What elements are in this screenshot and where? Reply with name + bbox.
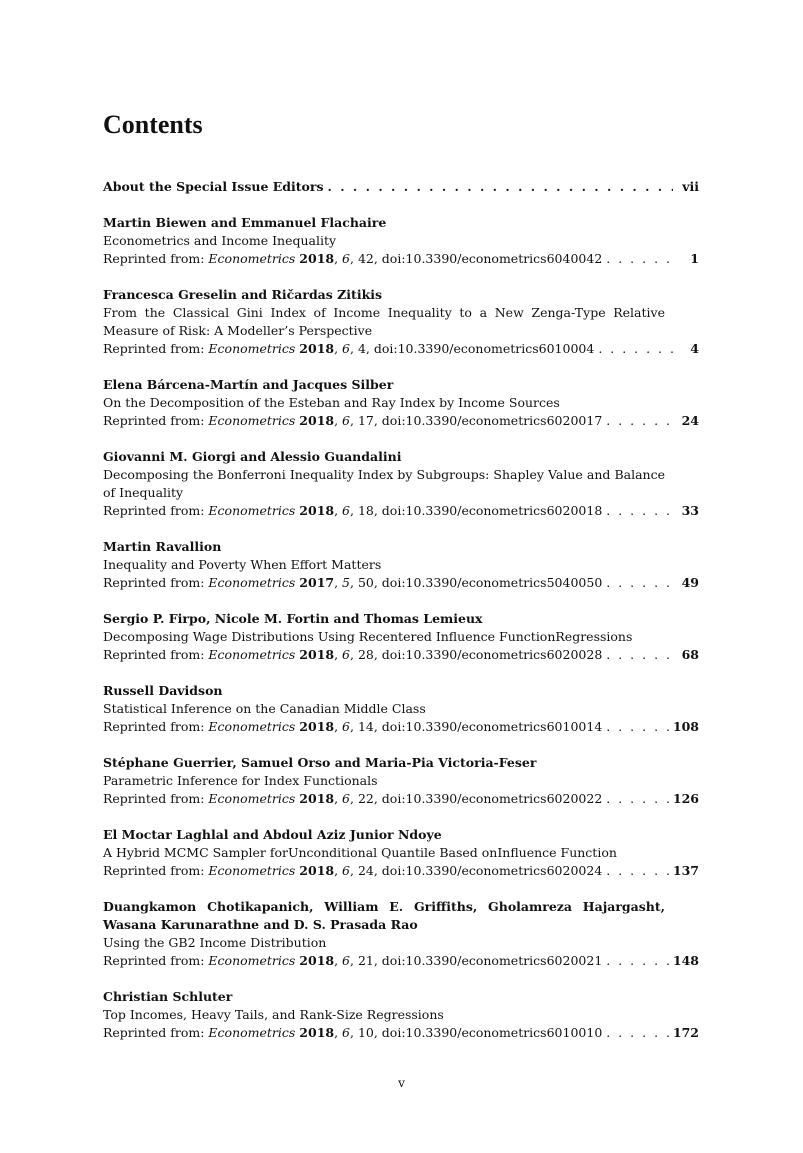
entry-source-line <box>103 952 699 970</box>
entry-source-line <box>103 718 699 736</box>
journal-name: Econometrics <box>208 413 296 428</box>
entry-year: 2018 <box>299 503 335 518</box>
entry-volume: 6 <box>342 413 350 428</box>
reprint-prefix: Reprinted from: <box>103 863 205 878</box>
entry-doi[interactable]: , 10, doi:10.3390/econometrics6010010 <box>350 1025 603 1040</box>
journal-name: Econometrics <box>208 575 296 590</box>
page-number: vii <box>682 179 699 194</box>
entry-volume: 6 <box>342 503 350 518</box>
page-number: 49 <box>681 575 699 590</box>
dot-leader <box>606 790 669 808</box>
entry-volume: 6 <box>342 953 350 968</box>
reprint-prefix: Reprinted from: <box>103 953 205 968</box>
page-number: 68 <box>681 647 699 662</box>
dot-leader <box>598 340 673 358</box>
entry-authors: Martin Ravallion <box>103 539 222 554</box>
page-folio: v <box>398 1076 405 1090</box>
entry-doi[interactable]: , 14, doi:10.3390/econometrics6010014 <box>350 719 603 734</box>
toc-entry[interactable] <box>103 448 699 520</box>
reprint-prefix: Reprinted from: <box>103 341 205 356</box>
entry-doi[interactable]: , 4, doi:10.3390/econometrics6010004 <box>350 341 595 356</box>
journal-name: Econometrics <box>208 647 296 662</box>
entry-source-line <box>103 250 699 268</box>
entry-authors: Sergio P. Firpo, Nicole M. Fortin and Thomas Lemieux <box>103 611 483 626</box>
entry-authors: El Moctar Laghlal and Abdoul Aziz Junior Ndoye <box>103 827 442 842</box>
reprint-prefix: Reprinted from: <box>103 503 205 518</box>
page-number: 1 <box>690 251 699 266</box>
reprint-prefix: Reprinted from: <box>103 791 205 806</box>
reprint-prefix: Reprinted from: <box>103 575 205 590</box>
dot-leader <box>606 250 673 268</box>
entry-authors: Stéphane Guerrier, Samuel Orso and Maria-Pia Victoria-Feser <box>103 755 537 770</box>
entry-authors: Francesca Greselin and Ričardas Zitikis <box>103 287 383 302</box>
page-number: 148 <box>672 953 699 968</box>
dot-leader <box>606 574 673 592</box>
toc-entry-about-editors[interactable] <box>103 178 699 196</box>
entry-authors: Duangkamon Chotikapanich, William E. Griffiths, Gholamreza Hajargasht, Wasana Karunarathne and D. S. Prasada Rao <box>103 899 665 932</box>
entry-source-line <box>103 340 699 358</box>
entry-year: 2018 <box>299 791 335 806</box>
entry-title: Decomposing Wage Distributions Using Recentered Influence FunctionRegressions <box>103 629 633 644</box>
toc-entry[interactable] <box>103 682 699 736</box>
entry-doi[interactable]: , 21, doi:10.3390/econometrics6020021 <box>350 953 603 968</box>
dot-leader <box>606 412 673 430</box>
entry-source: Reprinted from: Econometrics 2018, 6, 42, doi:10.3390/econometrics6040042 <box>103 251 603 266</box>
entry-volume: 6 <box>342 791 350 806</box>
page-number: 108 <box>672 719 699 734</box>
entry-source-line <box>103 412 699 430</box>
dot-leader <box>606 646 673 664</box>
entry-source: Reprinted from: Econometrics 2017, 5, 50, doi:10.3390/econometrics5040050 <box>103 575 603 590</box>
page-number: 33 <box>681 503 699 518</box>
dot-leader <box>606 502 673 520</box>
journal-name: Econometrics <box>208 953 296 968</box>
entry-doi[interactable]: , 18, doi:10.3390/econometrics6020018 <box>350 503 603 518</box>
entry-authors: Christian Schluter <box>103 989 233 1004</box>
entry-volume: 6 <box>342 251 350 266</box>
page-title: Contents <box>103 110 203 139</box>
page-number: 24 <box>681 413 699 428</box>
entry-volume: 6 <box>342 1025 350 1040</box>
toc-entry[interactable] <box>103 286 699 358</box>
toc-entry[interactable] <box>103 988 699 1042</box>
entry-doi[interactable]: , 17, doi:10.3390/econometrics6020017 <box>350 413 603 428</box>
entry-doi[interactable]: , 50, doi:10.3390/econometrics5040050 <box>350 575 603 590</box>
entry-authors: Elena Bárcena-Martín and Jacques Silber <box>103 377 394 392</box>
page-number: 126 <box>672 791 699 806</box>
entry-volume: 6 <box>342 647 350 662</box>
entry-source: Reprinted from: Econometrics 2018, 6, 17, doi:10.3390/econometrics6020017 <box>103 413 603 428</box>
entry-title: From the Classical Gini Index of Income Inequality to a New Zenga-Type Relative Measure of Risk: A Modeller’s Perspective <box>103 305 665 338</box>
entry-year: 2018 <box>299 341 335 356</box>
entry-volume: 5 <box>342 575 350 590</box>
entry-year: 2018 <box>299 647 335 662</box>
reprint-prefix: Reprinted from: <box>103 413 205 428</box>
entry-volume: 6 <box>342 341 350 356</box>
journal-name: Econometrics <box>208 1025 296 1040</box>
entry-source-line <box>103 1024 699 1042</box>
entry-source: Reprinted from: Econometrics 2018, 6, 28, doi:10.3390/econometrics6020028 <box>103 647 603 662</box>
toc-entry[interactable] <box>103 214 699 268</box>
toc-entry[interactable] <box>103 538 699 592</box>
entry-title: Top Incomes, Heavy Tails, and Rank-Size Regressions <box>103 1007 444 1022</box>
toc-entries <box>103 214 699 1042</box>
journal-name: Econometrics <box>208 251 296 266</box>
entry-source: Reprinted from: Econometrics 2018, 6, 4, doi:10.3390/econometrics6010004 <box>103 341 595 356</box>
journal-name: Econometrics <box>208 503 296 518</box>
entry-year: 2018 <box>299 863 335 878</box>
reprint-prefix: Reprinted from: <box>103 647 205 662</box>
entry-doi[interactable]: , 24, doi:10.3390/econometrics6020024 <box>350 863 603 878</box>
entry-source-line <box>103 574 699 592</box>
reprint-prefix: Reprinted from: <box>103 1025 205 1040</box>
journal-name: Econometrics <box>208 791 296 806</box>
entry-source-line <box>103 790 699 808</box>
toc-entry[interactable] <box>103 376 699 430</box>
entry-year: 2017 <box>299 575 335 590</box>
dot-leader <box>606 862 669 880</box>
entry-volume: 6 <box>342 863 350 878</box>
entry-source: Reprinted from: Econometrics 2018, 6, 21, doi:10.3390/econometrics6020021 <box>103 953 603 968</box>
entry-year: 2018 <box>299 719 335 734</box>
table-of-contents <box>103 178 699 1042</box>
entry-source: Reprinted from: Econometrics 2018, 6, 24, doi:10.3390/econometrics6020024 <box>103 863 603 878</box>
dot-leader <box>606 952 669 970</box>
toc-entry[interactable] <box>103 826 699 880</box>
entry-title: Parametric Inference for Index Functionals <box>103 773 378 788</box>
journal-name: Econometrics <box>208 719 296 734</box>
entry-year: 2018 <box>299 953 335 968</box>
entry-doi[interactable]: , 22, doi:10.3390/econometrics6020022 <box>350 791 603 806</box>
entry-volume: 6 <box>342 719 350 734</box>
entry-doi[interactable]: , 28, doi:10.3390/econometrics6020028 <box>350 647 603 662</box>
entry-source-line <box>103 646 699 664</box>
dot-leader <box>606 1024 669 1042</box>
entry-source: Reprinted from: Econometrics 2018, 6, 18, doi:10.3390/econometrics6020018 <box>103 503 603 518</box>
reprint-prefix: Reprinted from: <box>103 719 205 734</box>
entry-title: On the Decomposition of the Esteban and Ray Index by Income Sources <box>103 395 560 410</box>
entry-authors: Martin Biewen and Emmanuel Flachaire <box>103 215 387 230</box>
journal-name: Econometrics <box>208 863 296 878</box>
entry-source-line <box>103 862 699 880</box>
journal-name: Econometrics <box>208 341 296 356</box>
entry-doi[interactable]: , 42, doi:10.3390/econometrics6040042 <box>350 251 603 266</box>
reprint-prefix: Reprinted from: <box>103 251 205 266</box>
entry-source: Reprinted from: Econometrics 2018, 6, 22, doi:10.3390/econometrics6020022 <box>103 791 603 806</box>
entry-source-line <box>103 502 699 520</box>
entry-year: 2018 <box>299 413 335 428</box>
entry-title: Inequality and Poverty When Effort Matters <box>103 557 382 572</box>
entry-source: Reprinted from: Econometrics 2018, 6, 14, doi:10.3390/econometrics6010014 <box>103 719 603 734</box>
entry-year: 2018 <box>299 1025 335 1040</box>
entry-title: A Hybrid MCMC Sampler forUnconditional Quantile Based onInfluence Function <box>103 845 617 860</box>
entry-authors: Giovanni M. Giorgi and Alessio Guandalini <box>103 449 402 464</box>
entry-title: Decomposing the Bonferroni Inequality Index by Subgroups: Shapley Value and Balance of Inequality <box>103 467 665 500</box>
about-editors-label: About the Special Issue Editors <box>103 179 324 194</box>
toc-entry[interactable] <box>103 754 699 808</box>
page-number: 137 <box>672 863 699 878</box>
page-number: 4 <box>690 341 699 356</box>
entry-title: Statistical Inference on the Canadian Middle Class <box>103 701 426 716</box>
toc-entry[interactable] <box>103 610 699 664</box>
entry-source: Reprinted from: Econometrics 2018, 6, 10, doi:10.3390/econometrics6010010 <box>103 1025 603 1040</box>
page-number: 172 <box>672 1025 699 1040</box>
dot-leader <box>606 718 669 736</box>
entry-year: 2018 <box>299 251 335 266</box>
entry-authors: Russell Davidson <box>103 683 223 698</box>
toc-entry[interactable] <box>103 898 699 970</box>
entry-title: Using the GB2 Income Distribution <box>103 935 327 950</box>
entry-title: Econometrics and Income Inequality <box>103 233 337 248</box>
dot-leader <box>328 178 673 196</box>
